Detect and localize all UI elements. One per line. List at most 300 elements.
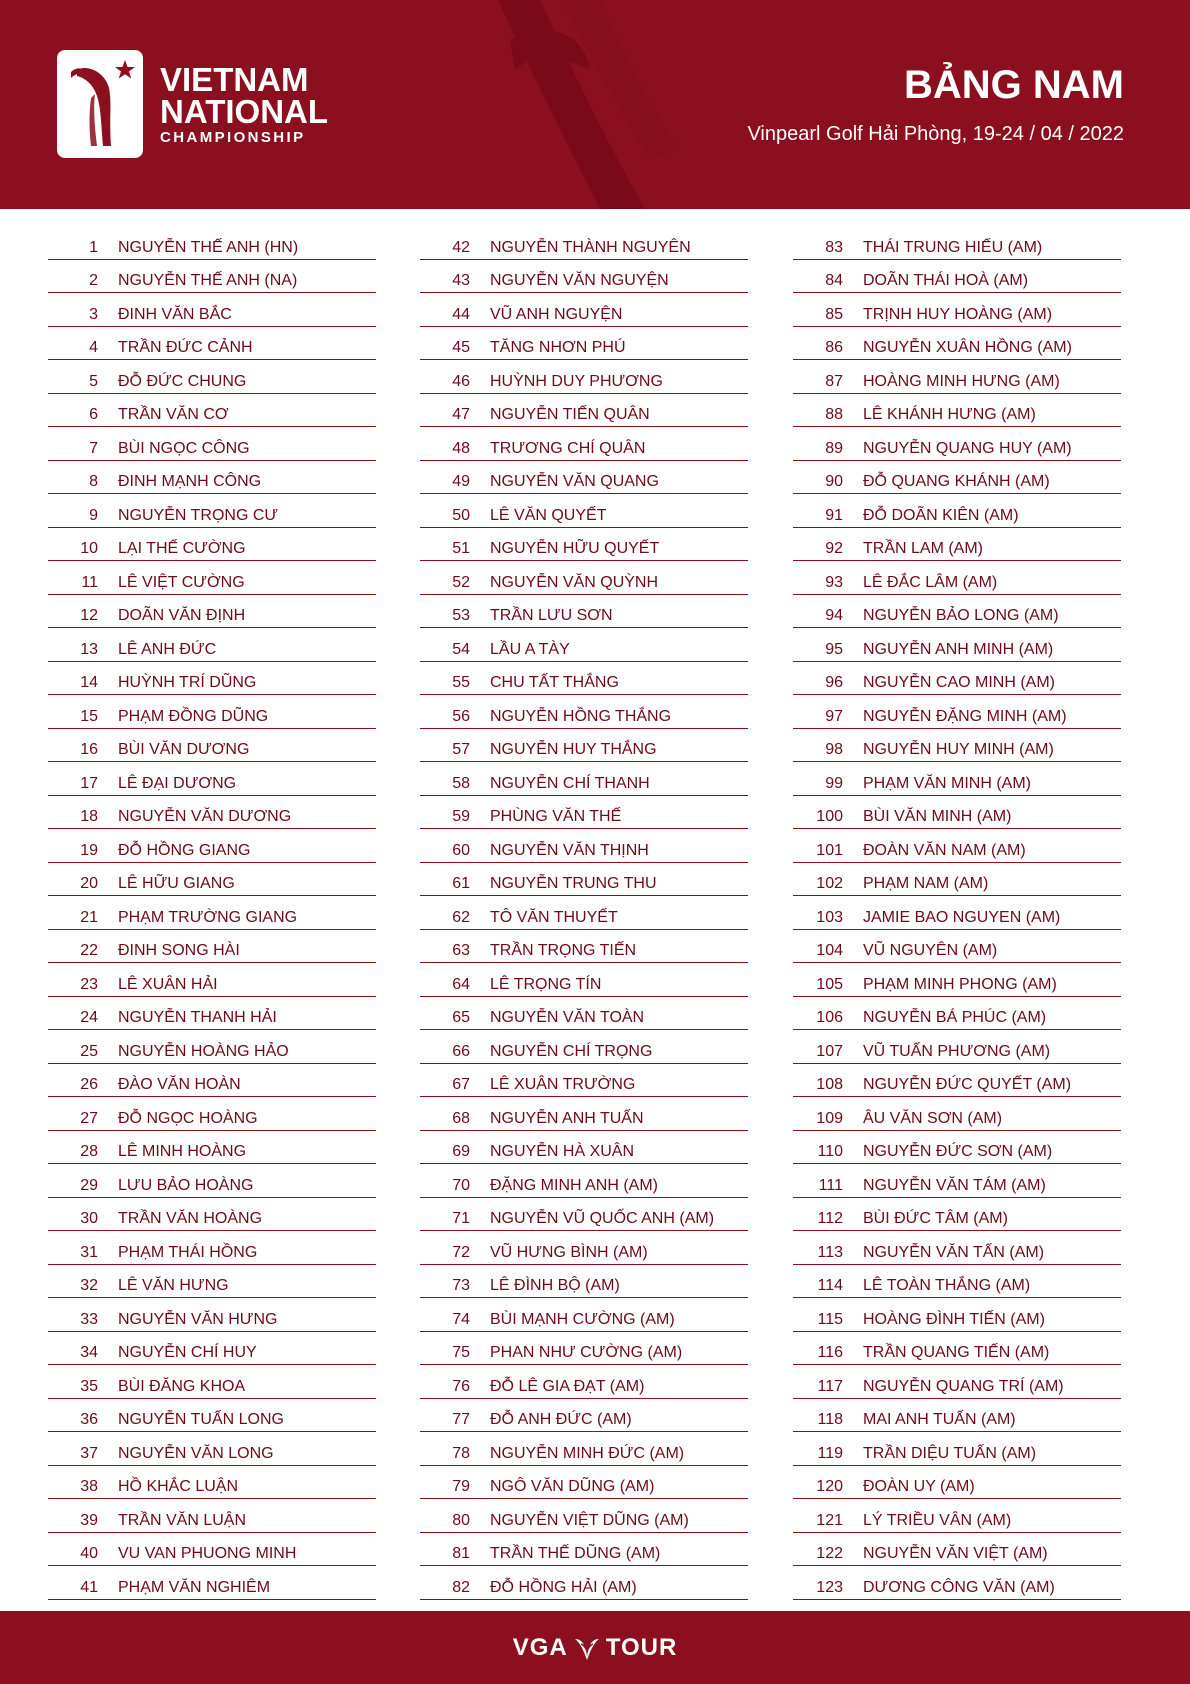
list-item (420, 1198, 748, 1232)
list-item (793, 1030, 1121, 1064)
player-name: LÊ MINH HOÀNG (118, 1143, 247, 1160)
player-name: LÊ ĐẠI DƯƠNG (118, 774, 237, 792)
player-number: 11 (81, 573, 98, 591)
logo-badge (57, 50, 143, 158)
player-number: 119 (817, 1444, 843, 1462)
player-number: 94 (825, 607, 843, 624)
player-name: NGUYỄN ĐẶNG MINH (AM) (863, 707, 1067, 725)
list-item (793, 1097, 1121, 1131)
list-item (793, 662, 1121, 696)
footer-brand-right: TOUR (605, 1633, 678, 1661)
player-number: 52 (452, 573, 470, 591)
player-name: LÊ KHÁNH HƯNG (AM) (863, 406, 1036, 423)
player-number: 19 (80, 841, 98, 859)
list-item (48, 1198, 376, 1232)
player-name: NGUYỄN HỮU QUYẾT (490, 540, 660, 557)
list-item (420, 1064, 748, 1098)
player-name: TRẦN QUANG TIẾN (AM) (863, 1344, 1050, 1361)
player-number: 72 (452, 1243, 470, 1261)
list-item (48, 394, 376, 428)
list-item (48, 561, 376, 595)
list-item (48, 260, 376, 294)
player-name: NGUYỄN ANH MINH (AM) (863, 640, 1054, 658)
player-number: 26 (80, 1076, 98, 1093)
list-item (48, 528, 376, 562)
list-item (420, 1399, 748, 1433)
player-number: 99 (825, 774, 843, 792)
player-name: NGUYỄN VĂN QUANG (490, 473, 659, 490)
list-item (420, 829, 748, 863)
player-number: 41 (80, 1578, 98, 1596)
player-number: 89 (825, 439, 843, 457)
player-number: 36 (80, 1411, 98, 1428)
player-number: 88 (825, 406, 843, 423)
player-name: NGUYỄN XUÂN HỒNG (AM) (863, 339, 1072, 356)
list-item (48, 1030, 376, 1064)
list-item (793, 863, 1121, 897)
list-item (793, 829, 1121, 863)
footer-banner (0, 1611, 1190, 1684)
player-number: 80 (452, 1511, 470, 1529)
player-number: 8 (89, 473, 98, 490)
list-item (793, 1298, 1121, 1332)
player-number: 97 (825, 707, 843, 725)
player-number: 91 (825, 506, 843, 524)
list-item (48, 1533, 376, 1567)
list-item (48, 461, 376, 495)
list-item (420, 997, 748, 1031)
player-number: 78 (452, 1444, 470, 1462)
player-name: ĐẶNG MINH ANH (AM) (490, 1176, 658, 1194)
player-number: 105 (816, 975, 843, 993)
list-item (793, 1164, 1121, 1198)
player-number: 40 (80, 1545, 98, 1562)
list-item (420, 1131, 748, 1165)
list-item (48, 226, 376, 260)
list-item (420, 528, 748, 562)
list-item (48, 829, 376, 863)
player-name: BÙI MẠNH CƯỜNG (AM) (490, 1310, 675, 1328)
player-name: NGUYỄN VĂN QUỲNH (490, 573, 659, 591)
list-item (793, 1466, 1121, 1500)
page-title: BẢNG NAM (904, 63, 1124, 107)
player-name: PHẠM MINH PHONG (AM) (863, 975, 1057, 993)
player-number: 3 (89, 305, 98, 323)
player-name: LÊ ANH ĐỨC (118, 640, 217, 658)
list-item (793, 494, 1121, 528)
list-item (793, 528, 1121, 562)
list-item (793, 1332, 1121, 1366)
list-item (793, 695, 1121, 729)
list-item (793, 1432, 1121, 1466)
player-number: 65 (452, 1009, 470, 1026)
player-number: 46 (452, 372, 470, 390)
player-name: NGUYỄN CHÍ HUY (118, 1344, 257, 1361)
player-number: 64 (452, 975, 470, 993)
list-item (48, 1466, 376, 1500)
player-number: 56 (452, 707, 470, 725)
player-number: 84 (825, 272, 843, 289)
player-name: PHẠM TRƯỜNG GIANG (118, 908, 298, 926)
player-name: NGUYỄN QUANG HUY (AM) (863, 439, 1072, 457)
player-number: 4 (89, 339, 98, 356)
player-name: TRẦN VĂN HOÀNG (118, 1210, 263, 1227)
player-name: VU VAN PHUONG MINH (118, 1545, 297, 1562)
list-item (48, 1499, 376, 1533)
player-name: HỒ KHẮC LUẬN (118, 1478, 239, 1495)
player-name: ĐOÀN UY (AM) (863, 1478, 975, 1495)
player-number: 15 (80, 707, 98, 725)
list-item (48, 1332, 376, 1366)
player-number: 44 (452, 305, 470, 323)
list-item (420, 1533, 748, 1567)
list-item (420, 1030, 748, 1064)
player-number: 92 (825, 540, 843, 557)
player-name: LẠI THẾ CƯỜNG (118, 540, 246, 557)
player-number: 43 (452, 272, 470, 289)
player-number: 57 (452, 741, 470, 758)
player-name: LÊ HỮU GIANG (118, 875, 235, 892)
list-item (420, 394, 748, 428)
list-item (793, 1198, 1121, 1232)
player-number: 120 (816, 1478, 843, 1495)
list-item (793, 1131, 1121, 1165)
list-item (793, 427, 1121, 461)
list-item (793, 628, 1121, 662)
player-name: NGUYỄN QUANG TRÍ (AM) (863, 1377, 1064, 1395)
list-item (793, 1231, 1121, 1265)
player-number: 24 (80, 1009, 98, 1026)
player-number: 75 (452, 1344, 470, 1361)
footer-brand-left: VGA (512, 1633, 568, 1661)
list-item (793, 293, 1121, 327)
player-number: 20 (80, 875, 98, 892)
list-item (48, 1432, 376, 1466)
player-name: NGUYỄN HÀ XUÂN (490, 1143, 635, 1160)
list-item (48, 963, 376, 997)
player-number: 12 (80, 607, 98, 624)
player-number: 111 (818, 1176, 843, 1194)
player-name: NGUYỄN VĂN NGUYỆN (490, 272, 669, 289)
list-item (48, 796, 376, 830)
player-name: TRẦN VĂN LUẬN (118, 1511, 247, 1529)
player-name: ĐỖ HỒNG GIANG (118, 841, 251, 859)
player-number: 79 (452, 1478, 470, 1495)
player-number: 101 (816, 841, 843, 859)
player-number: 60 (452, 841, 470, 859)
list-item (420, 963, 748, 997)
list-item (48, 896, 376, 930)
player-number: 23 (80, 975, 98, 993)
player-name: PHẠM VĂN MINH (AM) (863, 774, 1031, 792)
player-name: TÔ VĂN THUYẾT (490, 908, 618, 926)
player-name: VŨ ANH NGUYỆN (490, 305, 623, 323)
header-banner (0, 0, 1190, 209)
player-number: 85 (825, 305, 843, 323)
list-item (420, 796, 748, 830)
list-item (420, 595, 748, 629)
player-name: LÊ VĂN HƯNG (118, 1277, 229, 1294)
list-item (420, 561, 748, 595)
list-item (420, 863, 748, 897)
player-roster (0, 226, 1190, 1596)
player-name: NGUYỄN TRỌNG CƯ (118, 506, 279, 524)
player-number: 112 (817, 1210, 843, 1227)
list-item (48, 628, 376, 662)
player-number: 9 (89, 506, 98, 524)
player-name: NGUYỄN VĂN VIỆT (AM) (863, 1545, 1048, 1562)
list-item (420, 461, 748, 495)
player-name: NGUYỄN VĂN TOÀN (490, 1009, 645, 1026)
player-number: 96 (825, 674, 843, 691)
player-name: ĐỖ HỒNG HẢI (AM) (490, 1578, 637, 1596)
player-number: 2 (89, 272, 98, 289)
list-item (48, 1566, 376, 1600)
player-name: ĐỖ DOÃN KIÊN (AM) (863, 506, 1019, 524)
list-item (420, 293, 748, 327)
page-subtitle: Vinpearl Golf Hải Phòng, 19-24 / 04 / 2022 (747, 123, 1124, 145)
player-name: ĐỖ QUANG KHÁNH (AM) (863, 473, 1050, 490)
list-item (420, 427, 748, 461)
player-number: 5 (89, 372, 98, 390)
player-number: 81 (452, 1545, 470, 1562)
player-number: 61 (452, 875, 470, 892)
list-item (420, 1466, 748, 1500)
list-item (420, 662, 748, 696)
player-number: 55 (452, 674, 470, 691)
player-number: 22 (80, 942, 98, 959)
brand-wordmark (160, 61, 329, 148)
player-number: 69 (452, 1143, 470, 1160)
player-name: DOÃN VĂN ĐỊNH (118, 607, 246, 624)
list-item (793, 729, 1121, 763)
brand-line-national: NATIONAL (160, 93, 329, 130)
player-name: NGUYỄN MINH ĐỨC (AM) (490, 1444, 685, 1462)
player-number: 13 (80, 640, 98, 658)
player-name: TRẦN ĐỨC CẢNH (118, 339, 253, 356)
list-item (420, 1365, 748, 1399)
list-item (48, 595, 376, 629)
list-item (793, 796, 1121, 830)
player-name: NGUYỄN BÁ PHÚC (AM) (863, 1009, 1047, 1026)
player-number: 42 (452, 238, 470, 256)
list-item (48, 762, 376, 796)
player-number: 87 (825, 372, 843, 390)
player-name: VŨ HƯNG BÌNH (AM) (490, 1243, 648, 1261)
bird-icon (57, 50, 143, 158)
list-item (420, 327, 748, 361)
list-item (793, 963, 1121, 997)
player-name: NGUYỄN HUY MINH (AM) (863, 741, 1054, 758)
player-name: NGUYỄN VĂN HƯNG (118, 1310, 278, 1328)
list-item (420, 762, 748, 796)
player-name: PHAN NHƯ CƯỜNG (AM) (490, 1344, 683, 1361)
player-number: 34 (80, 1344, 98, 1361)
roster-column-2 (420, 226, 748, 1600)
player-name: VŨ TUẤN PHƯƠNG (AM) (863, 1042, 1051, 1060)
list-item (420, 930, 748, 964)
list-item (48, 729, 376, 763)
player-name: TRỊNH HUY HOÀNG (AM) (863, 305, 1053, 323)
player-number: 67 (452, 1076, 470, 1093)
player-name: NGUYỄN VĂN DƯƠNG (118, 808, 292, 825)
player-number: 83 (825, 238, 843, 256)
player-name: NGUYỄN CHÍ THANH (490, 774, 650, 792)
player-number: 32 (80, 1277, 98, 1294)
player-number: 49 (452, 473, 470, 490)
list-item (420, 729, 748, 763)
player-name: MAI ANH TUẤN (AM) (863, 1411, 1016, 1428)
list-item (48, 293, 376, 327)
player-number: 108 (816, 1076, 843, 1093)
player-name: ĐÀO VĂN HOÀN (118, 1076, 241, 1093)
player-name: BÙI VĂN MINH (AM) (863, 808, 1012, 825)
list-item (48, 1365, 376, 1399)
player-number: 93 (825, 573, 843, 591)
player-number: 110 (817, 1143, 843, 1160)
player-number: 109 (816, 1109, 843, 1127)
player-number: 54 (452, 640, 470, 658)
list-item (48, 1131, 376, 1165)
list-item (793, 1064, 1121, 1098)
list-item (793, 762, 1121, 796)
player-name: NGUYỄN TUẤN LONG (118, 1411, 284, 1428)
list-item (48, 327, 376, 361)
player-name: NGUYỄN TRUNG THU (490, 875, 657, 892)
list-item (420, 695, 748, 729)
list-item (48, 695, 376, 729)
list-item (420, 1164, 748, 1198)
player-name: NGÔ VĂN DŨNG (AM) (490, 1478, 655, 1495)
list-item (420, 226, 748, 260)
player-number: 37 (80, 1444, 98, 1462)
list-item (48, 1265, 376, 1299)
player-name: LÊ XUÂN TRƯỜNG (490, 1076, 636, 1093)
player-name: NGUYỄN HUY THẮNG (490, 741, 657, 758)
player-number: 30 (80, 1210, 98, 1227)
player-number: 21 (80, 908, 98, 926)
list-item (420, 1231, 748, 1265)
list-item (420, 896, 748, 930)
player-number: 107 (816, 1042, 843, 1060)
player-name: LÊ ĐẮC LÂM (AM) (863, 573, 998, 591)
player-number: 17 (80, 774, 98, 792)
list-item (48, 863, 376, 897)
roster-column-1 (48, 226, 376, 1600)
list-item (48, 1298, 376, 1332)
player-name: BÙI ĐĂNG KHOA (118, 1377, 246, 1395)
brand-line-vietnam: VIETNAM (160, 61, 309, 98)
player-name: NGUYỄN CHÍ TRỌNG (490, 1042, 653, 1060)
player-name: HOÀNG MINH HƯNG (AM) (863, 372, 1060, 390)
list-item (793, 461, 1121, 495)
player-number: 38 (80, 1478, 98, 1495)
player-number: 16 (80, 741, 98, 758)
player-number: 47 (452, 406, 470, 423)
list-item (48, 1231, 376, 1265)
player-name: NGUYỄN THÀNH NGUYÊN (490, 238, 691, 256)
list-item (793, 226, 1121, 260)
player-number: 70 (452, 1176, 470, 1194)
player-number: 39 (80, 1511, 98, 1529)
player-number: 1 (89, 238, 98, 256)
player-number: 117 (817, 1377, 843, 1395)
player-number: 63 (452, 942, 470, 959)
list-item (48, 494, 376, 528)
player-name: DƯƠNG CÔNG VĂN (AM) (863, 1578, 1055, 1596)
player-number: 48 (452, 439, 470, 457)
player-number: 82 (452, 1578, 470, 1596)
player-number: 53 (452, 607, 470, 624)
list-item (48, 1097, 376, 1131)
vga-wing-icon (572, 1635, 602, 1661)
list-item (793, 561, 1121, 595)
player-name: NGUYỄN CAO MINH (AM) (863, 674, 1055, 691)
player-number: 62 (452, 908, 470, 926)
list-item (48, 1164, 376, 1198)
player-number: 10 (80, 540, 98, 557)
player-number: 58 (452, 774, 470, 792)
player-name: TRẦN DIỆU TUẤN (AM) (863, 1444, 1037, 1462)
list-item (420, 1332, 748, 1366)
player-name: DOÃN THÁI HOÀ (AM) (863, 272, 1029, 289)
player-name: NGUYỄN HỒNG THẮNG (490, 707, 672, 725)
player-name: NGUYỄN THẾ ANH (HN) (118, 238, 299, 256)
player-number: 103 (816, 908, 843, 926)
player-number: 14 (80, 674, 98, 691)
player-number: 27 (80, 1109, 98, 1127)
player-number: 98 (825, 741, 843, 758)
footer-logo (0, 1611, 1190, 1684)
player-name: HUỲNH DUY PHƯƠNG (490, 372, 663, 390)
player-name: PHÙNG VĂN THẾ (490, 808, 622, 825)
player-name: NGUYỄN VĂN LONG (118, 1444, 274, 1462)
player-number: 90 (825, 473, 843, 490)
list-item (420, 1432, 748, 1466)
player-name: LÊ VĂN QUYẾT (490, 506, 607, 524)
player-number: 102 (816, 875, 843, 892)
player-name: ĐỖ ĐỨC CHUNG (118, 372, 247, 390)
player-number: 68 (452, 1109, 470, 1127)
player-name: HUỲNH TRÍ DŨNG (118, 674, 257, 691)
player-name: NGUYỄN ĐỨC QUYẾT (AM) (863, 1076, 1072, 1093)
player-number: 7 (89, 439, 98, 457)
list-item (420, 1566, 748, 1600)
list-item (420, 1499, 748, 1533)
list-item (48, 1064, 376, 1098)
player-number: 28 (80, 1143, 98, 1160)
player-name: TĂNG NHƠN PHÚ (490, 339, 626, 356)
player-name: ĐỖ ANH ĐỨC (AM) (490, 1411, 632, 1428)
player-number: 74 (452, 1310, 470, 1328)
player-number: 33 (80, 1310, 98, 1328)
player-name: LÊ VIỆT CƯỜNG (118, 573, 245, 591)
player-name: ĐINH VĂN BẮC (118, 305, 232, 323)
list-item (793, 327, 1121, 361)
player-name: BÙI ĐỨC TÂM (AM) (863, 1210, 1008, 1227)
player-number: 35 (80, 1377, 98, 1395)
player-name: THÁI TRUNG HIẾU (AM) (863, 238, 1043, 256)
list-item (793, 1533, 1121, 1567)
list-item (793, 260, 1121, 294)
list-item (420, 1298, 748, 1332)
player-number: 106 (816, 1009, 843, 1026)
player-name: NGUYỄN VĂN TÁM (AM) (863, 1176, 1046, 1194)
list-item (793, 394, 1121, 428)
player-number: 6 (89, 406, 98, 423)
player-number: 45 (452, 339, 470, 356)
player-name: BÙI NGỌC CÔNG (118, 439, 250, 457)
